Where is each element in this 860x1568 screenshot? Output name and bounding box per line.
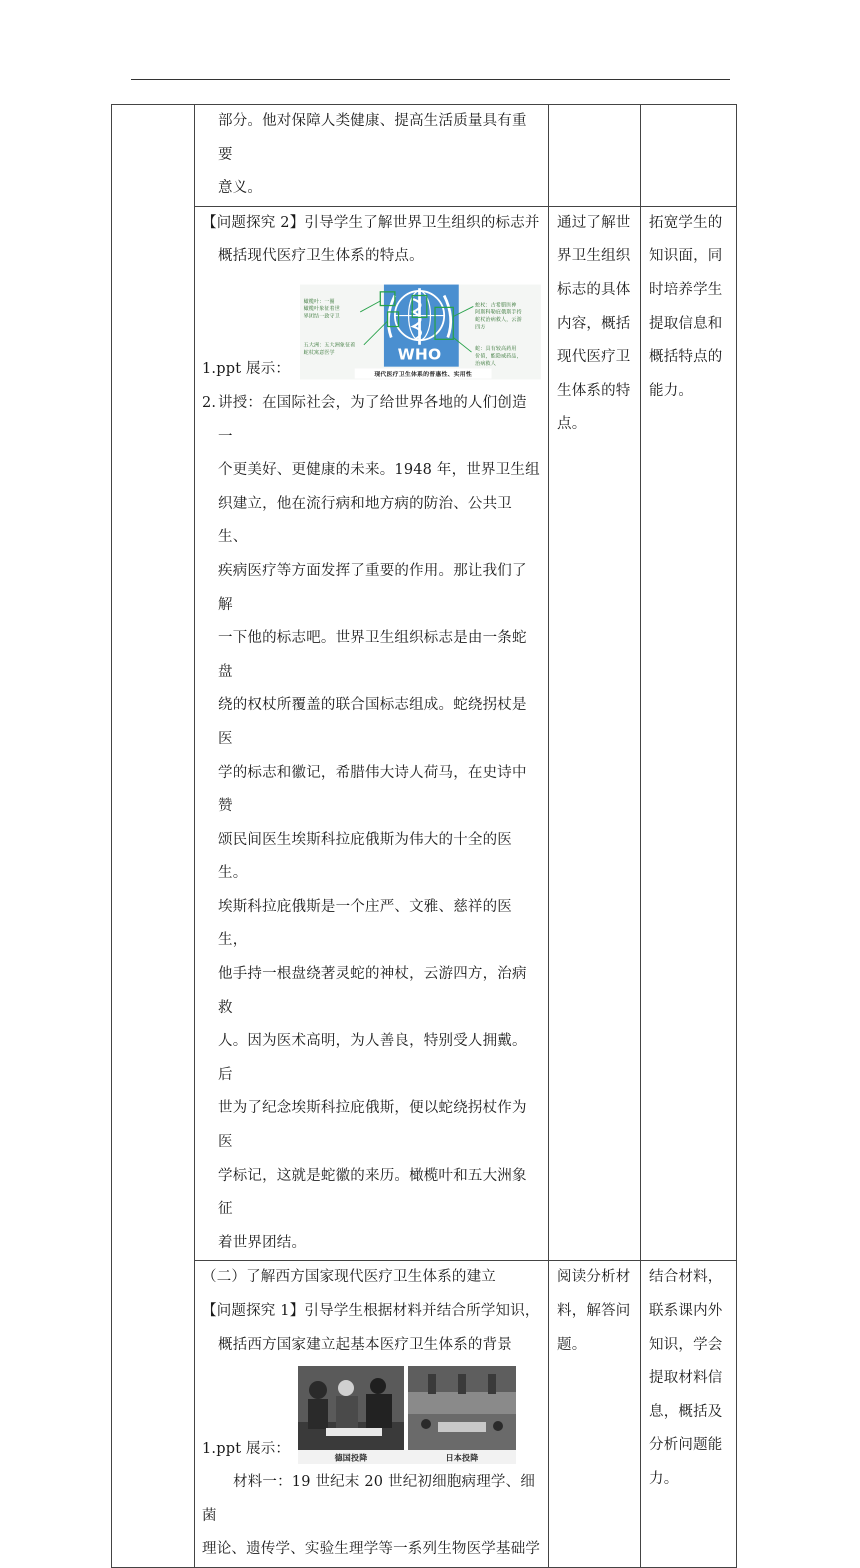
- header-rule: [131, 79, 730, 80]
- content-cell: [195, 105, 549, 207]
- lecture-line: 学的标志和徽记，希腊伟大诗人荷马，在史诗中赞: [218, 764, 527, 815]
- design-intent-cell: [641, 1261, 737, 1568]
- student-activity-line: 点。: [557, 416, 587, 433]
- annotation-line: 蛇杖：古希腊医神: [475, 302, 517, 309]
- lecture-line: 人。因为医术高明，为人善良，特别受人拥戴。后: [218, 1033, 527, 1083]
- content-cell: [195, 1261, 549, 1568]
- student-activity-cell: [549, 1261, 641, 1568]
- annotation-line: 治病救人: [475, 360, 497, 367]
- student-activity-line: 标志的具体: [557, 281, 631, 298]
- surrender-photos-figure: [298, 1366, 516, 1464]
- ppt-display-line: [202, 274, 541, 387]
- annotation-line: 价值，能隐威药品，: [475, 353, 522, 360]
- inquiry-title: 【问题探究 1】引导学生根据材料并结合所学知识，: [202, 1303, 540, 1319]
- design-intent-line: 知识，学会: [649, 1336, 723, 1353]
- lecture-line: 讲授：在国际社会，为了给世界各地的人们创造一: [218, 394, 527, 445]
- student-activity-line: 界卫生组织: [557, 248, 631, 265]
- who-logo-figure: [300, 280, 541, 384]
- lecture-line: 一下他的标志吧。世界卫生组织标志是由一条蛇盘: [218, 630, 527, 680]
- ppt-display-line: [202, 1362, 541, 1466]
- table-row: [112, 1261, 737, 1568]
- who-figure-caption: 现代医疗卫生体系的普惠性、实用性: [374, 371, 473, 379]
- annotation-line: 五大洲：五大洲象征着: [303, 342, 356, 349]
- lecture-line: 疾病医疗等方面发挥了重要的作用。那让我们了解: [218, 562, 527, 613]
- section-heading: （二）了解西方国家现代医疗卫生体系的建立: [202, 1269, 496, 1286]
- inquiry-title: 【问题探究 2】引导学生了解世界卫生组织的标志并: [202, 214, 540, 231]
- annotation-line: 橄榄叶：一圈: [303, 298, 335, 305]
- annotation-line: 蛇杖寓意医学: [303, 349, 335, 356]
- lecture-line: 学标记，这就是蛇徽的来历。橄榄叶和五大洲象征: [218, 1167, 527, 1218]
- design-intent-line: 联系课内外: [649, 1303, 723, 1319]
- design-intent-line: 能力。: [649, 382, 694, 399]
- content-line: 意义。: [218, 180, 263, 197]
- design-intent-line: 提取信息和: [649, 315, 723, 332]
- design-intent-line: 分析问题能: [649, 1437, 723, 1454]
- photo-caption: 德国投降: [334, 1453, 368, 1463]
- material-line: 材料一：19 世纪末 20 世纪初细胞病理学、细菌: [202, 1474, 536, 1524]
- ppt-display-label: 1.ppt 展示：: [202, 1440, 291, 1457]
- student-activity-line: 阅读分析材: [557, 1269, 631, 1286]
- design-intent-line: 息，概括及: [649, 1403, 723, 1420]
- student-activity-line: 内容，概括: [557, 315, 631, 332]
- stage-cell: [112, 105, 195, 1568]
- ppt-display-label: 1.ppt 展示：: [202, 361, 291, 378]
- content-cell: [195, 206, 549, 1261]
- lecture-line: 个更美好、更健康的未来。1948 年，世界卫生组: [218, 462, 540, 479]
- lecture-line: 颂民间医生埃斯科拉庇俄斯为伟大的十全的医生。: [218, 831, 512, 882]
- lecture-line: 绕的权杖所覆盖的联合国标志组成。蛇绕拐杖是医: [218, 697, 527, 747]
- annotation-line: 界团结一致守卫: [303, 313, 341, 320]
- student-activity-cell: [549, 206, 641, 1261]
- table-row: [112, 105, 737, 207]
- design-intent-line: 拓宽学生的: [649, 214, 723, 231]
- annotation-line: 四方: [475, 324, 486, 331]
- design-intent-line: 结合材料，: [649, 1269, 723, 1286]
- lecture-line: 世为了纪念埃斯科拉庇俄斯，便以蛇绕拐杖作为医: [218, 1100, 527, 1151]
- design-intent-line: 提取材料信: [649, 1370, 723, 1387]
- student-activity-line: 生体系的特: [557, 382, 631, 399]
- student-activity-line: 通过了解世: [557, 214, 631, 231]
- list-number: 2.: [202, 394, 217, 411]
- material-line: 理论、遗传学、实验生理学等一系列生物医学基础学: [202, 1541, 541, 1558]
- lecture-line: 着世界团结。: [218, 1234, 307, 1251]
- student-activity-line: 料，解答问: [557, 1303, 631, 1319]
- lesson-plan-table: [111, 104, 737, 1568]
- student-activity-line: 题。: [557, 1336, 587, 1353]
- who-logo-text: WHO: [397, 345, 442, 364]
- annotation-line: 阿斯科勒庇俄斯手持: [475, 309, 522, 316]
- annotation-line: 橄榄叶象征着世: [303, 306, 341, 313]
- design-intent-cell: [641, 105, 737, 207]
- design-intent-line: 时培养学生: [649, 281, 723, 298]
- annotation-line: 蛇：具有较高药用: [475, 346, 517, 353]
- design-intent-line: 知识面，同: [649, 248, 723, 265]
- lecture-line: 织建立，他在流行病和地方病的防治、公共卫生、: [218, 495, 512, 546]
- inquiry-title: 概括西方国家建立起基本医疗卫生体系的背景: [218, 1336, 512, 1353]
- design-intent-line: 概括特点的: [649, 349, 723, 366]
- design-intent-cell: [641, 206, 737, 1261]
- student-activity-line: 现代医疗卫: [557, 349, 631, 366]
- student-activity-cell: [549, 105, 641, 207]
- lecture-line: 他手持一根盘绕著灵蛇的神杖，云游四方，治病救: [218, 966, 527, 1016]
- photo-caption: 日本投降: [445, 1453, 479, 1463]
- lecture-item: [202, 387, 541, 1260]
- design-intent-line: 力。: [649, 1470, 679, 1487]
- annotation-line: 蛇杖治病救人，云游: [475, 317, 522, 324]
- lecture-line: 埃斯科拉庇俄斯是一个庄严、文雅、慈祥的医生，: [218, 898, 512, 949]
- inquiry-title: 概括现代医疗卫生体系的特点。: [218, 248, 424, 265]
- content-line: 部分。他对保障人类健康、提高生活质量具有重要: [218, 113, 527, 163]
- table-row: [112, 206, 737, 1261]
